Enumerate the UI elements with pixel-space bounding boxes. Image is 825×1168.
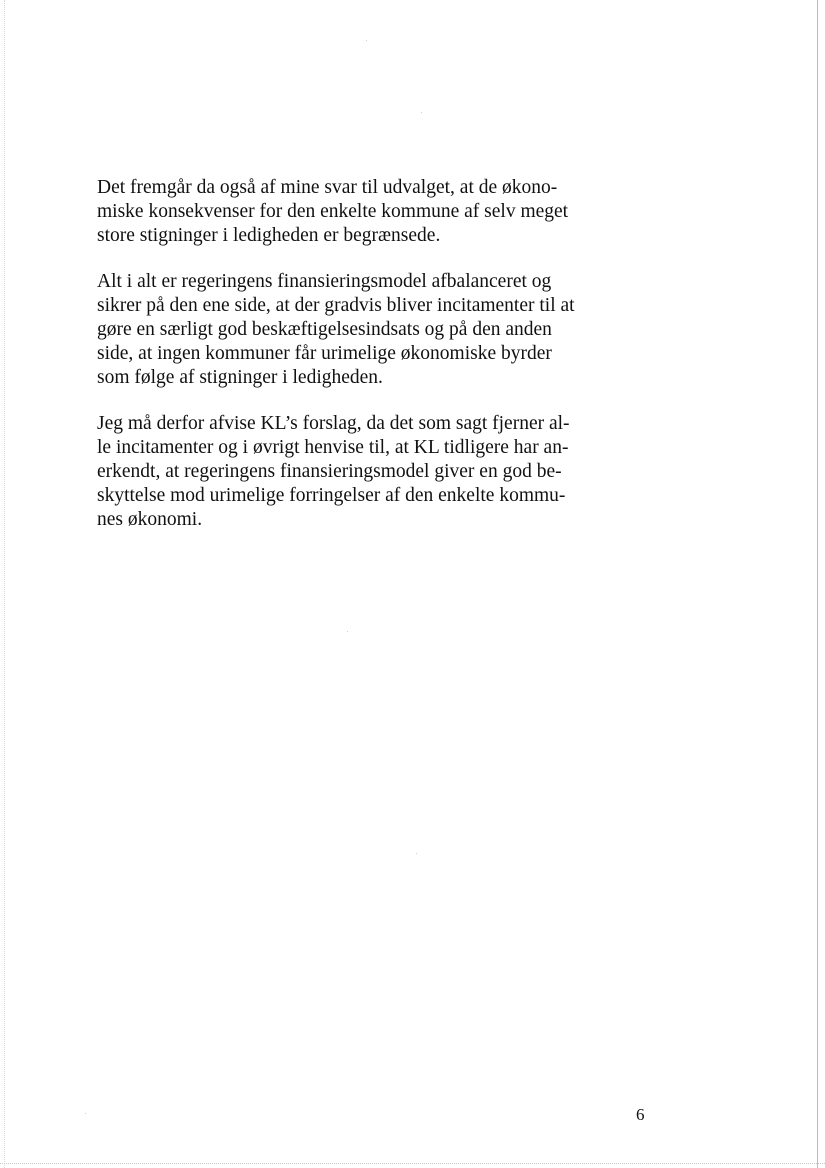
paragraph-2 (97, 270, 617, 390)
text-line: Det fremgår da også af mine svar til udvalget, at de økono- (97, 177, 558, 198)
scan-edge-left (4, 0, 5, 1168)
scan-speck (421, 112, 422, 113)
text-line: Alt i alt er regeringens finansieringsmodel afbalanceret og (97, 271, 552, 292)
body-text (97, 176, 617, 554)
text-line: som følge af stigninger i ledigheden. (97, 367, 383, 388)
text-line: nes økonomi. (97, 509, 203, 530)
scan-edge-right (817, 0, 818, 1168)
scan-speck (416, 853, 417, 854)
text-line: skyttelse mod urimelige forringelser af den enkelte kommu- (97, 485, 566, 506)
scan-speck (347, 631, 348, 632)
text-line: sikrer på den ene side, at der gradvis bliver incitamenter til at (97, 295, 575, 316)
paragraph-3 (97, 412, 617, 532)
text-line: store stigninger i ledigheden er begrænsede. (97, 225, 441, 246)
paragraph-1 (97, 176, 617, 248)
scan-edge-bottom (0, 1163, 825, 1164)
scan-speck (85, 1113, 86, 1114)
text-line: side, at ingen kommuner får urimelige økonomiske byrder (97, 343, 552, 364)
text-line: gøre en særligt god beskæftigelsesindsats og på den anden (97, 319, 552, 340)
text-line: le incitamenter og i øvrigt henvise til, at KL tidligere har an- (97, 437, 569, 458)
text-line: erkendt, at regeringens finansieringsmodel giver en god be- (97, 461, 562, 482)
page-number: 6 (636, 1105, 645, 1124)
text-line: miske konsekvenser for den enkelte kommune af selv meget (97, 201, 569, 222)
scan-speck (366, 40, 367, 41)
text-line: Jeg må derfor afvise KL’s forslag, da det som sagt fjerner al- (97, 413, 570, 434)
